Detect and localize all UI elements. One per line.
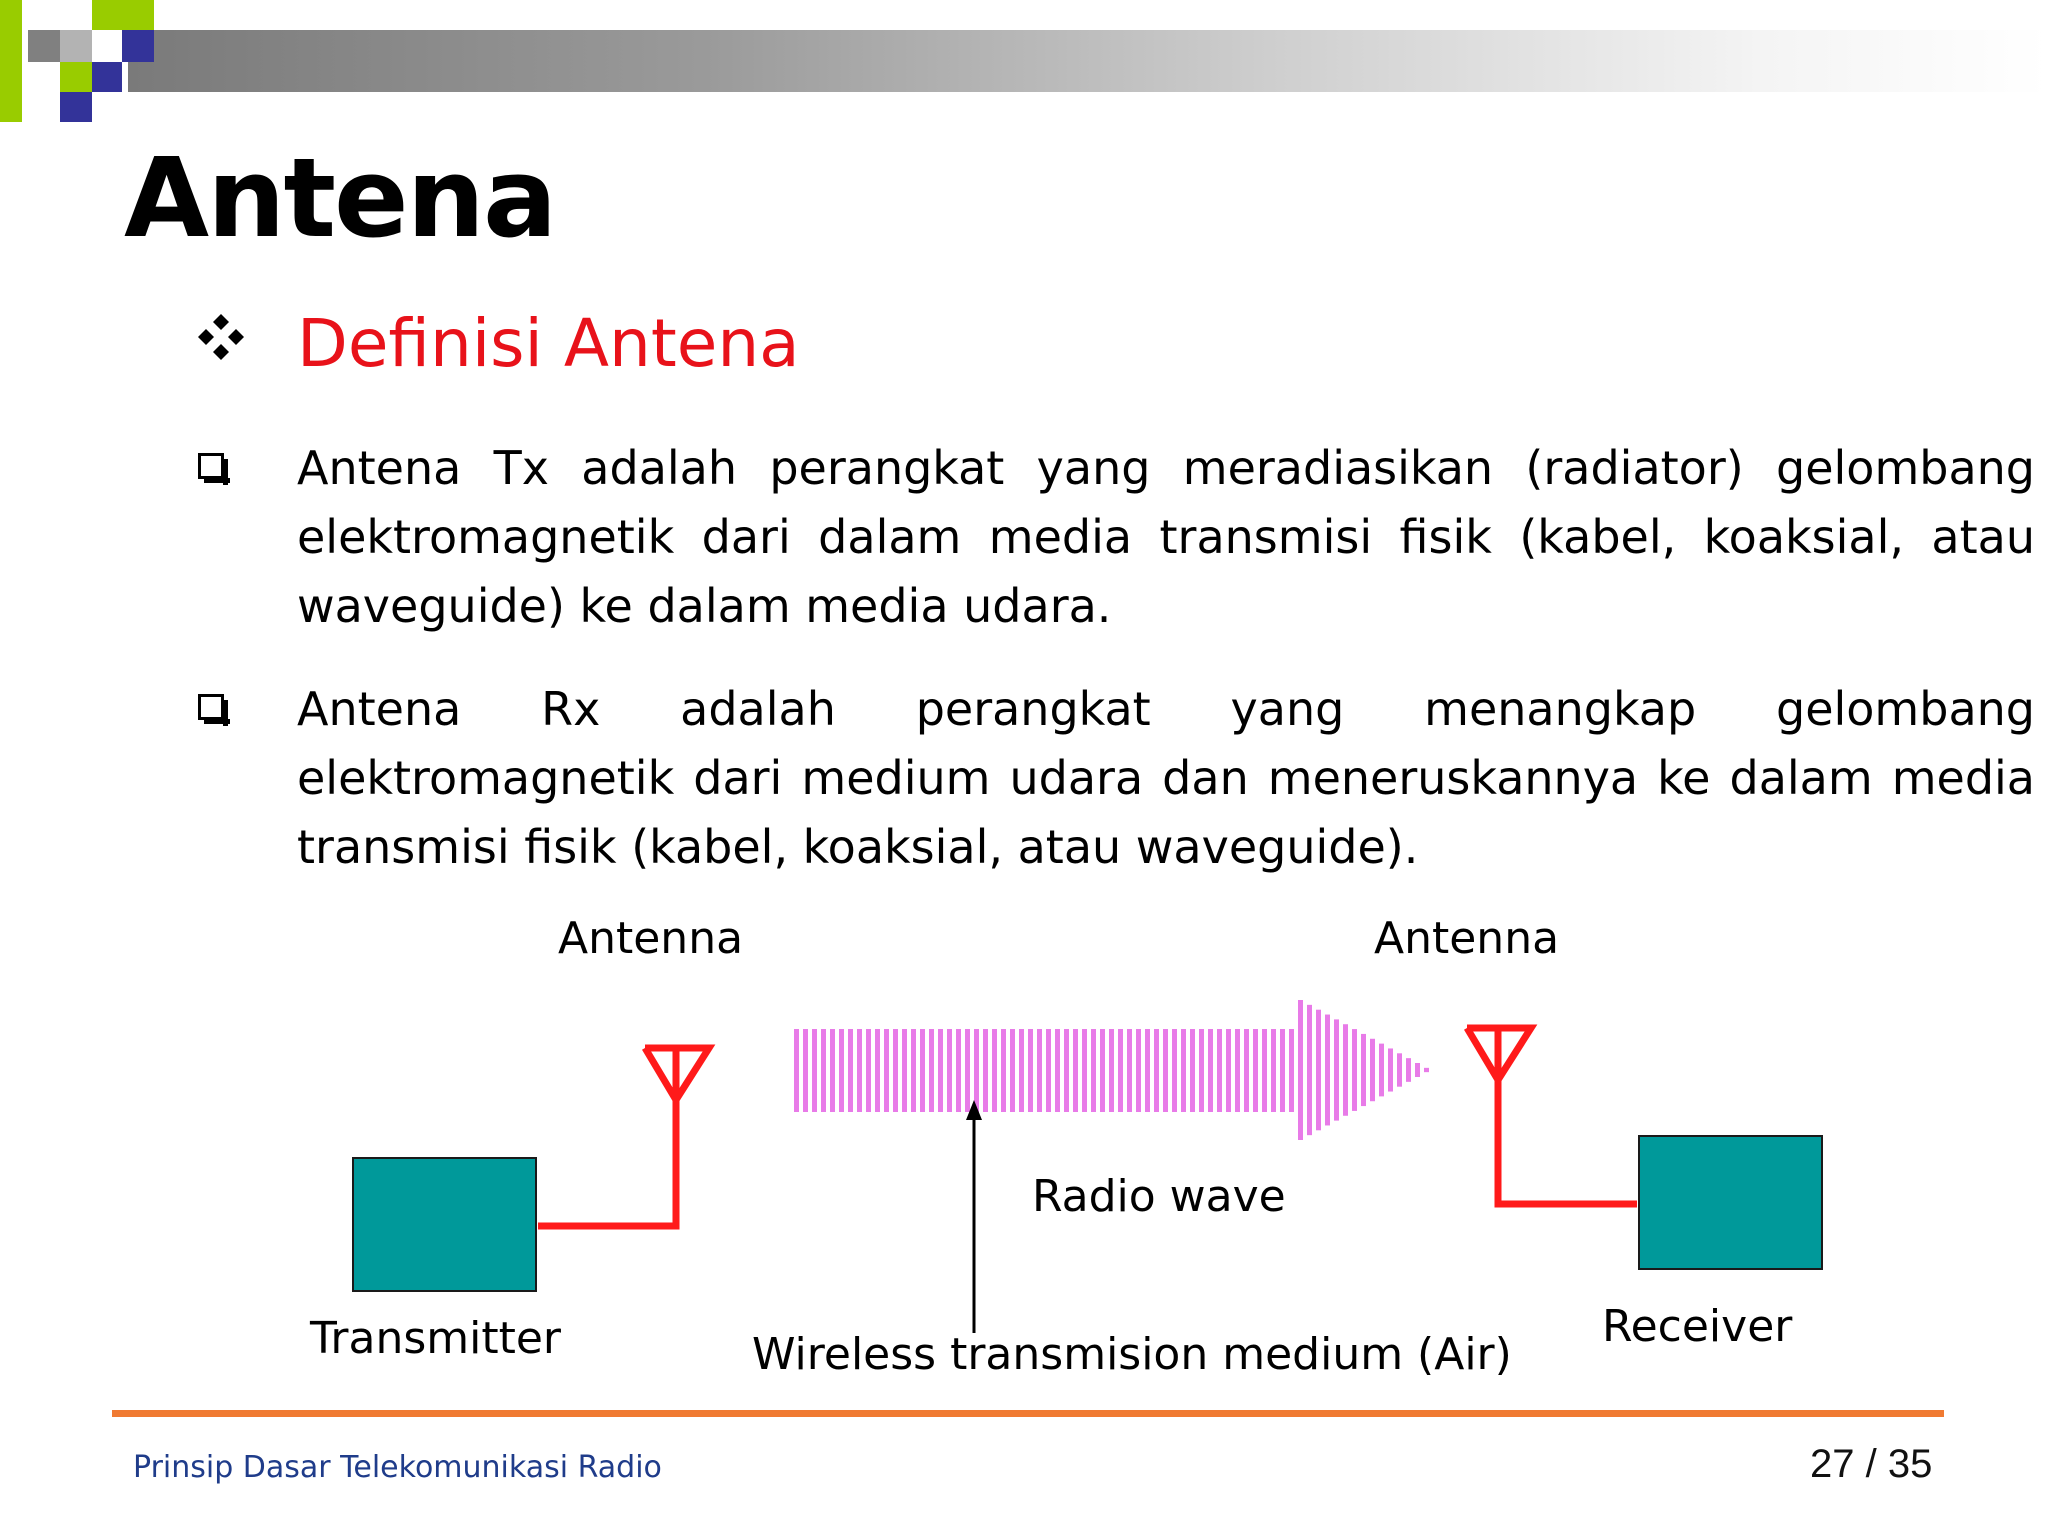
section-subtitle: Definisi Antena: [297, 305, 800, 382]
bullet-text-rx: Antena Rx adalah perangkat yang menangkap gelombang elektromagnetik dari medium udara dan meneruskannya ke dalam media transmisi fisik (kabel, koaksial, atau waveguide).: [297, 682, 2035, 874]
wave-stripe: [1208, 1029, 1213, 1112]
wave-stripe: [1190, 1029, 1195, 1112]
wave-stripe: [911, 1029, 916, 1112]
wave-stripe: [884, 1029, 889, 1112]
wave-stripe: [1298, 1000, 1303, 1140]
wave-stripe: [1415, 1063, 1420, 1077]
wave-stripe: [1343, 1024, 1348, 1116]
footer-divider: [112, 1410, 1944, 1417]
wave-stripe: [974, 1029, 979, 1112]
wave-stripe: [1001, 1029, 1006, 1112]
wave-stripe: [1199, 1029, 1204, 1112]
wave-stripe: [1055, 1029, 1060, 1112]
wave-stripe: [1037, 1029, 1042, 1112]
wave-stripe: [893, 1029, 898, 1112]
radio-wave-arrow: [794, 1000, 1429, 1140]
wave-stripe: [938, 1029, 943, 1112]
antenna-right-label: Antenna: [1374, 913, 1560, 964]
wave-stripe: [1217, 1029, 1222, 1112]
page-title: Antena: [124, 134, 556, 262]
wave-stripe: [830, 1029, 835, 1112]
wave-stripe: [1280, 1029, 1285, 1112]
wave-stripe: [1316, 1010, 1321, 1131]
wave-stripe: [1271, 1029, 1276, 1112]
wave-stripe: [1136, 1029, 1141, 1112]
wave-stripe: [848, 1029, 853, 1112]
wave-stripe: [1163, 1029, 1168, 1112]
wave-stripe: [1361, 1034, 1366, 1106]
wave-stripe: [803, 1029, 808, 1112]
wave-stripe: [1325, 1015, 1330, 1126]
wave-stripe: [1010, 1029, 1015, 1112]
transmitter-box: [353, 1158, 536, 1291]
wave-stripe: [1118, 1029, 1123, 1112]
wave-stripe: [1352, 1029, 1357, 1111]
wave-stripe: [965, 1029, 970, 1112]
wave-stripe: [1064, 1029, 1069, 1112]
wave-stripe: [1028, 1029, 1033, 1112]
transmitter-wire: [538, 1100, 676, 1226]
wave-stripe: [1181, 1029, 1186, 1112]
receiver-wire: [1498, 1080, 1637, 1204]
receiver-label: Receiver: [1602, 1301, 1793, 1352]
wave-stripe: [812, 1029, 817, 1112]
wave-stripe: [1253, 1029, 1258, 1112]
wave-stripe: [1388, 1048, 1393, 1091]
wave-stripe: [1397, 1053, 1402, 1086]
wave-stripe: [902, 1029, 907, 1112]
wave-stripe: [1424, 1068, 1429, 1072]
wave-stripe: [992, 1029, 997, 1112]
antenna-left-label: Antenna: [558, 913, 744, 964]
wave-stripe: [1334, 1019, 1339, 1120]
wave-stripe: [1244, 1029, 1249, 1112]
wave-stripe: [821, 1029, 826, 1112]
wave-stripe: [1307, 1005, 1312, 1135]
wave-stripe: [1073, 1029, 1078, 1112]
bullet-text-tx: Antena Tx adalah perangkat yang meradiasikan (radiator) gelombang elektromagnetik dari dalam media transmisi fisik (kabel, koaksial, atau waveguide) ke dalam media udara.: [297, 441, 2035, 633]
wave-stripe: [1082, 1029, 1087, 1112]
wave-stripe: [1235, 1029, 1240, 1112]
receiver-box: [1639, 1136, 1822, 1269]
wave-stripe: [794, 1029, 799, 1112]
wave-stripe: [1109, 1029, 1114, 1112]
wave-stripe: [866, 1029, 871, 1112]
wave-stripe: [920, 1029, 925, 1112]
wave-stripe: [1172, 1029, 1177, 1112]
wave-stripe: [1289, 1029, 1294, 1112]
wave-stripe: [1127, 1029, 1132, 1112]
wave-stripe: [929, 1029, 934, 1112]
medium-label: Wireless transmision medium (Air): [752, 1329, 1512, 1380]
wave-stripe: [1226, 1029, 1231, 1112]
wave-stripe: [875, 1029, 880, 1112]
wave-stripe: [1145, 1029, 1150, 1112]
wave-stripe: [1262, 1029, 1267, 1112]
page-number: 27 / 35: [1810, 1442, 1933, 1486]
wave-stripe: [947, 1029, 952, 1112]
wave-stripe: [1100, 1029, 1105, 1112]
wave-stripe: [1406, 1058, 1411, 1082]
wave-stripe: [1370, 1039, 1375, 1101]
wave-stripe: [1154, 1029, 1159, 1112]
wave-stripe: [983, 1029, 988, 1112]
wave-stripe: [857, 1029, 862, 1112]
wave-stripe: [1046, 1029, 1051, 1112]
transmitter-label: Transmitter: [310, 1313, 562, 1364]
footer-course-title: Prinsip Dasar Telekomunikasi Radio: [133, 1450, 662, 1485]
wave-stripe: [956, 1029, 961, 1112]
wave-stripe: [1379, 1044, 1384, 1097]
wave-stripe: [1091, 1029, 1096, 1112]
radio-wave-label: Radio wave: [1032, 1171, 1286, 1222]
wave-stripe: [1019, 1029, 1024, 1112]
wave-stripe: [839, 1029, 844, 1112]
